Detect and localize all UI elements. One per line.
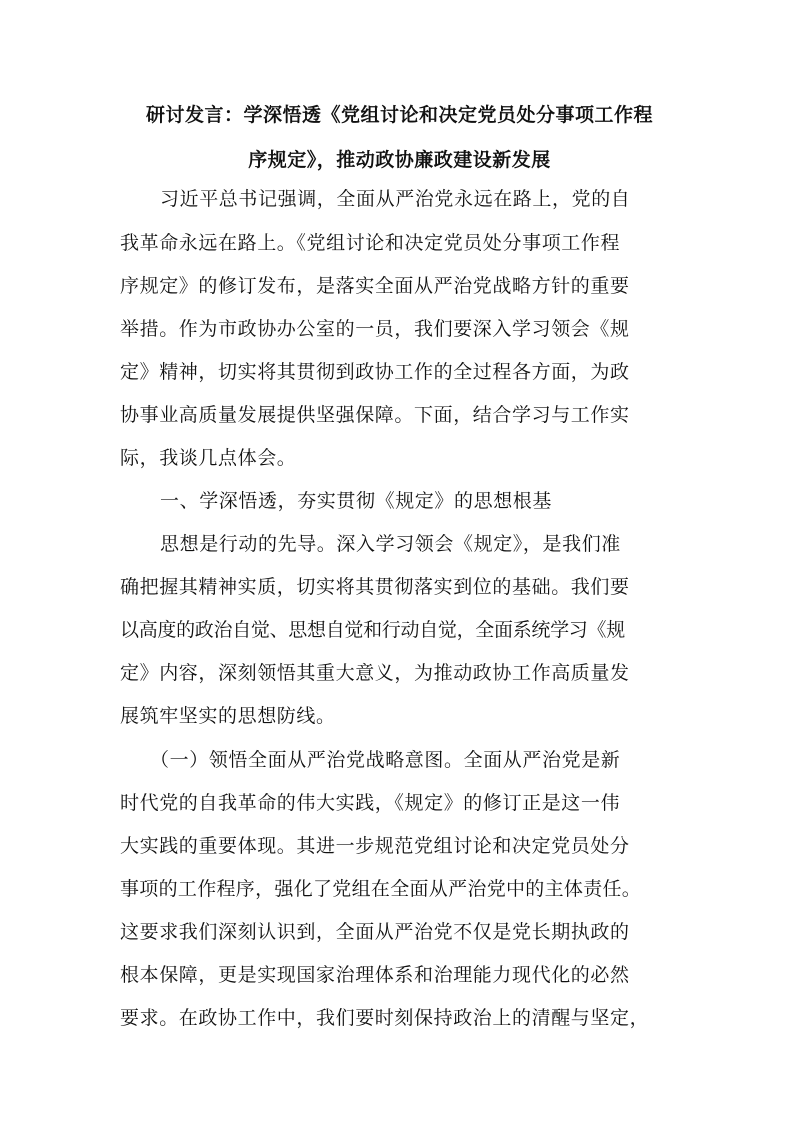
subsection-1-line-5: 这要求我们深刻认识到，全面从严治党不仅是党长期执政的 (120, 921, 630, 943)
subsection-1-line-3: 大实践的重要体现。其进一步规范党组讨论和决定党员处分 (120, 835, 630, 857)
paragraph-1-line-7: 际，我谈几点体会。 (120, 447, 297, 469)
subsection-1-line-6: 根本保障，更是实现国家治理体系和治理能力现代化的必然 (120, 964, 630, 986)
paragraph-2-line-1: 思想是行动的先导。深入学习领会《规定》，是我们准 (160, 533, 621, 555)
paragraph-2-line-3: 以高度的政治自觉、思想自觉和行动自觉，全面系统学习《规 (120, 619, 625, 641)
document-title-line-1: 研讨发言：学深悟透《党组讨论和决定党员处分事项工作程 (145, 104, 653, 126)
paragraph-2-line-4: 定》内容，深刻领悟其重大意义，为推动政协工作高质量发 (120, 662, 630, 684)
paragraph-1-line-6: 协事业高质量发展提供坚强保障。下面，结合学习与工作实 (120, 404, 630, 426)
paragraph-1-line-3: 序规定》的修订发布，是落实全面从严治党战略方针的重要 (120, 275, 630, 297)
paragraph-2-line-5: 展筑牢坚实的思想防线。 (120, 705, 336, 727)
subsection-1-line-1: （一）领悟全面从严治党战略意图。全面从严治党是新 (150, 749, 621, 771)
paragraph-2-line-2: 确把握其精神实质，切实将其贯彻落实到位的基础。我们要 (120, 576, 630, 598)
paragraph-1-line-2: 我革命永远在路上。《党组讨论和决定党员处分事项工作程 (120, 232, 621, 254)
subsection-1-line-7: 要求。在政协工作中，我们要时刻保持政治上的清醒与坚定， (120, 1007, 650, 1029)
paragraph-1-line-4: 举措。作为市政协办公室的一员，我们要深入学习领会《规 (120, 318, 630, 340)
section-heading-1: 一、学深悟透，夯实贯彻《规定》的思想根基 (160, 490, 553, 512)
paragraph-1-line-1: 习近平总书记强调，全面从严治党永远在路上，党的自 (160, 188, 631, 210)
paragraph-1-line-5: 定》精神，切实将其贯彻到政协工作的全过程各方面，为政 (120, 361, 630, 383)
subsection-1-line-4: 事项的工作程序，强化了党组在全面从严治党中的主体责任。 (120, 878, 642, 900)
document-title-line-2: 序规定》，推动政协廉政建设新发展 (248, 149, 551, 171)
subsection-1-line-2: 时代党的自我革命的伟大实践，《规定》的修订正是这一伟 (120, 792, 621, 814)
